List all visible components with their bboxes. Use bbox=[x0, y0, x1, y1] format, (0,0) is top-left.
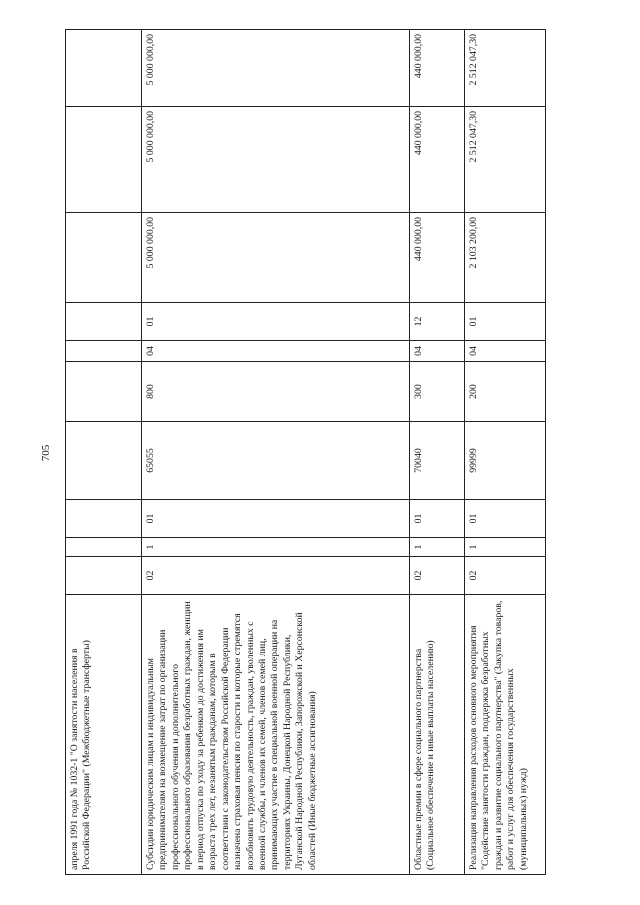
row-name: апреля 1991 года № 1032-1 "О занятости населения в Российской Федерации" (Межбюджетные трансферты) bbox=[66, 595, 142, 875]
row-name: Реализация направления расходов основного мероприятия "Содействие занятости граждан, поддержка безработных граждан и развитие социального партнерства" (Закупка товаров, работ и услуг для обеспечения государственных (муниципальных) нужд) bbox=[465, 595, 546, 875]
code-program: 02 bbox=[142, 557, 410, 595]
table-row bbox=[410, 30, 465, 875]
page-number: 705 bbox=[40, 444, 52, 462]
amount-year-1: 440 000,00 bbox=[410, 213, 465, 303]
code-direction: 65055 bbox=[142, 422, 410, 500]
code-subprogram: 1 bbox=[142, 538, 410, 557]
code-subsection bbox=[66, 303, 142, 341]
code-subsection: 01 bbox=[465, 303, 546, 341]
budget-sheet bbox=[65, 30, 545, 875]
budget-table bbox=[65, 29, 546, 875]
code-section: 04 bbox=[465, 341, 546, 362]
code-subsection: 01 bbox=[142, 303, 410, 341]
code-direction: 70040 bbox=[410, 422, 465, 500]
code-activity: 01 bbox=[410, 500, 465, 538]
code-direction: 99999 bbox=[465, 422, 546, 500]
code-section: 04 bbox=[410, 341, 465, 362]
amount-year-3 bbox=[66, 30, 142, 107]
code-expense-type bbox=[66, 362, 142, 422]
code-section: 04 bbox=[142, 341, 410, 362]
amount-year-1: 2 103 200,00 bbox=[465, 213, 546, 303]
table-row bbox=[66, 30, 142, 875]
amount-year-1 bbox=[66, 213, 142, 303]
amount-year-3: 2 512 047,30 bbox=[465, 30, 546, 107]
code-expense-type: 300 bbox=[410, 362, 465, 422]
amount-year-2: 440 000,00 bbox=[410, 107, 465, 213]
rotated-table-area bbox=[65, 30, 545, 875]
amount-year-3: 440 000,00 bbox=[410, 30, 465, 107]
code-subprogram bbox=[66, 538, 142, 557]
code-activity bbox=[66, 500, 142, 538]
code-program: 02 bbox=[465, 557, 546, 595]
table-row bbox=[465, 30, 546, 875]
code-program: 02 bbox=[410, 557, 465, 595]
code-subsection: 12 bbox=[410, 303, 465, 341]
amount-year-1: 5 000 000,00 bbox=[142, 213, 410, 303]
row-name: Субсидии юридическим лицам и индивидуальным предпринимателям на возмещение затрат по организации профессионального обучения и дополнительного профессионального образования безработных граждан, женщин в период отпуска по уходу за ребенком до достижения им возраста трех лет, незанятым гражданам, которым в соответствии с законодательством Российской Федерации назначена страховая пенсия по старости и которые стремятся возобновить трудовую деятельность, граждан, уволенных с военной службы, и членов их семей, членов семей лиц, принимающих участие в специальной военной операции на территориях Украины, Донецкой Народной Республики, Луганской Народной Республики, Запорожской и Херсонской областей (Иные бюджетные ассигнования) bbox=[142, 595, 410, 875]
amount-year-2 bbox=[66, 107, 142, 213]
code-section bbox=[66, 341, 142, 362]
code-expense-type: 800 bbox=[142, 362, 410, 422]
amount-year-2: 5 000 000,00 bbox=[142, 107, 410, 213]
table-row bbox=[142, 30, 410, 875]
row-name: Областные премии в сфере социального партнерства (Социальное обеспечение и иные выплаты населению) bbox=[410, 595, 465, 875]
amount-year-3: 5 000 000,00 bbox=[142, 30, 410, 107]
code-direction bbox=[66, 422, 142, 500]
amount-year-2: 2 512 047,30 bbox=[465, 107, 546, 213]
code-subprogram: 1 bbox=[465, 538, 546, 557]
code-program bbox=[66, 557, 142, 595]
code-subprogram: 1 bbox=[410, 538, 465, 557]
code-activity: 01 bbox=[142, 500, 410, 538]
code-activity: 01 bbox=[465, 500, 546, 538]
code-expense-type: 200 bbox=[465, 362, 546, 422]
